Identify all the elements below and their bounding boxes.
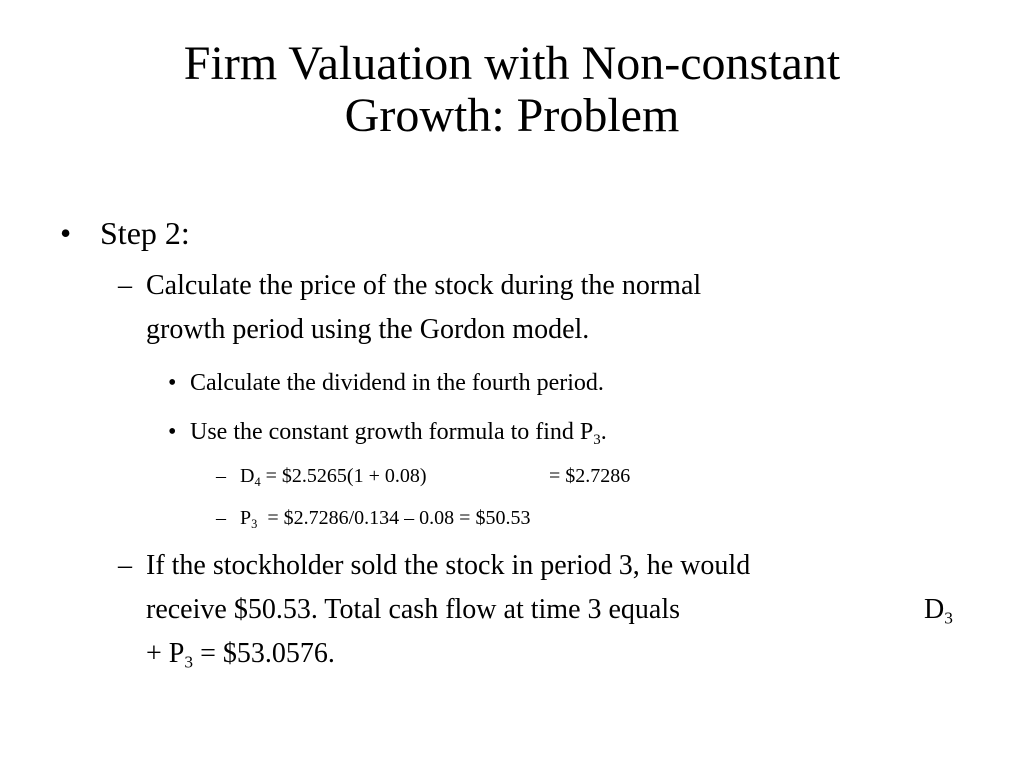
sub-item-2-line-3: + $P_3$ = $53.0576. xyxy=(146,638,335,672)
calc-p3-subscript: 3 xyxy=(251,516,258,531)
point-2-text: Use the constant growth formula to find $P_3$. xyxy=(190,419,607,448)
calc-d4-result: = $2.7286 xyxy=(549,465,631,487)
slide-title-line-1: Firm Valuation with Non-constant xyxy=(183,37,841,90)
point-2-subscript: 3 xyxy=(593,431,601,448)
sub-dash-2: – xyxy=(118,550,132,581)
calc-dash-2: – xyxy=(216,507,226,529)
calc-p3-line: $P_3$ = $2.7286/0.134 – 0.08 = $50.53 xyxy=(240,507,531,531)
slide-title xyxy=(0,38,1024,142)
step-bullet: • xyxy=(60,215,72,251)
sub-item-2-d3-subscript: 3 xyxy=(944,608,953,628)
sub-item-2-line-2: receive $50.53. Total cash flow at time 3 equals xyxy=(146,594,681,625)
sub-item-2-d3: $D_3$ xyxy=(924,594,953,628)
sub-item-1-line-1: Calculate the price of the stock during the normal xyxy=(146,270,702,301)
calc-d4-line: $D_4$ = $2.5265(1 + 0.08) xyxy=(240,465,427,489)
sub-item-2-line-1: If the stockholder sold the stock in period 3, he would xyxy=(146,550,751,581)
point-bullet-2: • xyxy=(168,419,177,445)
calc-d4-subscript: 4 xyxy=(254,474,261,489)
calc-dash-1: – xyxy=(216,465,226,487)
slide-title-line-2: Growth: Problem xyxy=(344,89,680,142)
point-bullet-1: • xyxy=(168,370,177,396)
step-heading: Step 2: xyxy=(100,215,190,251)
point-1-text: Calculate the dividend in the fourth period. xyxy=(190,370,604,396)
sub-dash-1: – xyxy=(118,270,132,301)
sub-item-1-line-2: growth period using the Gordon model. xyxy=(146,314,590,345)
sub-item-2-p3-subscript: 3 xyxy=(184,652,194,672)
